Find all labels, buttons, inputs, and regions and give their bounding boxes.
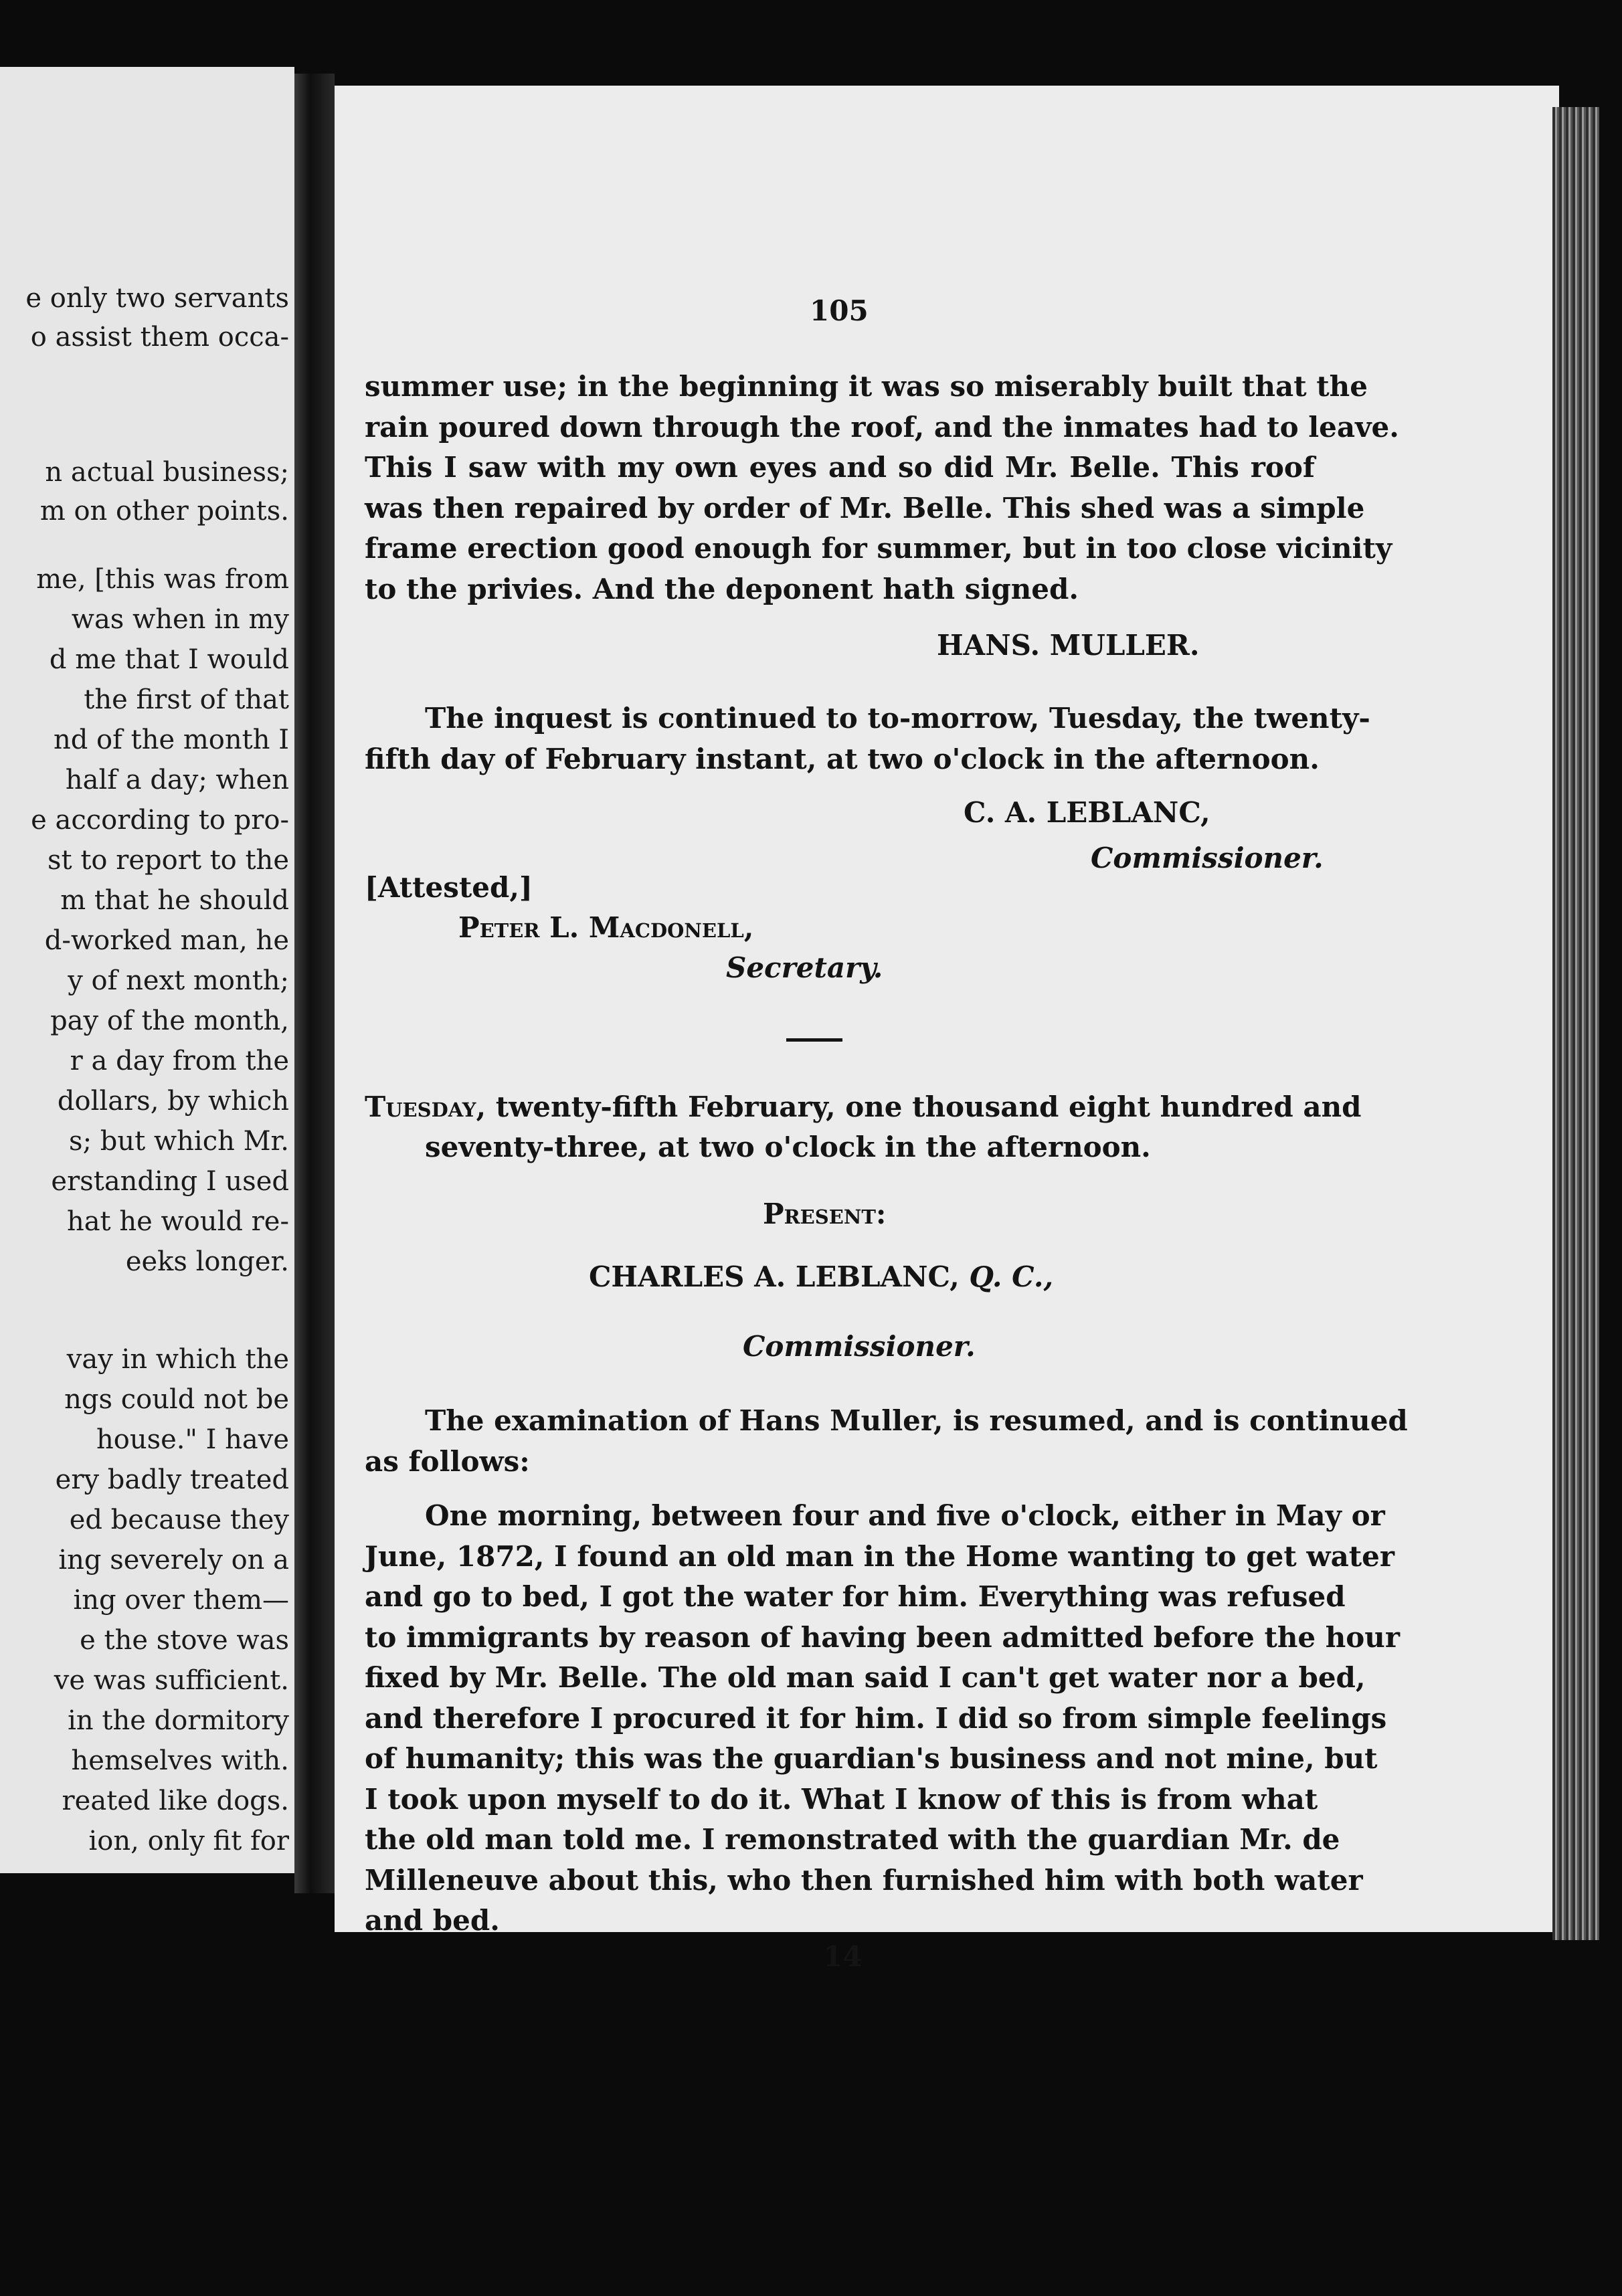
left-page-line: d me that I would <box>49 644 289 675</box>
text-line: fixed by Mr. Belle. The old man said I can't get water nor a bed, <box>365 1661 1366 1694</box>
left-page-line: st to report to the <box>48 845 289 876</box>
left-page-line: house." I have <box>96 1424 289 1455</box>
left-page-line: ing over them— <box>73 1585 289 1616</box>
page-number: 105 <box>810 294 869 327</box>
text-line: to the privies. And the deponent hath signed. <box>365 572 1079 605</box>
session-heading-line-2: seventy-three, at two o'clock in the afternoon. <box>425 1131 1151 1163</box>
left-page-line: s; but which Mr. <box>69 1126 289 1157</box>
left-page-line: e according to pro- <box>31 805 289 836</box>
text-line: One morning, between four and five o'clock, either in May or <box>425 1499 1385 1532</box>
section-divider <box>786 1038 842 1042</box>
left-page-line: m that he should <box>60 885 289 916</box>
signature-mark: 14 <box>823 1940 863 1973</box>
left-page-line: o assist them occa- <box>30 322 289 353</box>
present-name: CHARLES A. LEBLANC, <box>589 1260 960 1293</box>
paragraph-4 <box>365 1496 1400 1941</box>
text-line: the old man told me. I remonstrated with the guardian Mr. de <box>365 1823 1340 1856</box>
left-page-line: was when in my <box>71 604 289 635</box>
present-title: Commissioner. <box>743 1330 976 1363</box>
commissioner-title: Commissioner. <box>1091 842 1324 874</box>
paragraph-2 <box>365 698 1370 779</box>
session-heading-line-1 <box>365 1090 1362 1123</box>
text-line: of humanity; this was the guardian's business and not mine, but <box>365 1742 1378 1775</box>
left-page-line: ngs could not be <box>64 1384 289 1415</box>
page-edge <box>1552 107 1599 1940</box>
deponent-signature: HANS. MULLER. <box>937 629 1200 662</box>
book-gutter <box>294 74 335 1893</box>
left-page-line: reated like dogs. <box>62 1786 289 1816</box>
present-label: Present: <box>763 1198 887 1230</box>
text-line: and bed. <box>365 1904 500 1937</box>
left-page-line: me, [this was from <box>36 564 289 595</box>
left-page-line: erstanding I used <box>51 1166 289 1197</box>
left-page-line: r a day from the <box>70 1046 289 1076</box>
present-name-line <box>589 1260 1053 1293</box>
session-day: Tuesday, <box>365 1090 486 1123</box>
left-page-line: hemselves with. <box>71 1745 289 1776</box>
session-date: twenty-fifth February, one thousand eight hundred and <box>495 1090 1362 1123</box>
left-page-line: ve was sufficient. <box>54 1665 289 1696</box>
text-line: was then repaired by order of Mr. Belle. This shed was a simple <box>365 491 1365 524</box>
text-line: The examination of Hans Muller, is resumed, and is continued <box>425 1404 1408 1437</box>
left-page-line: in the dormitory <box>68 1705 289 1736</box>
left-page-line: ed because they <box>69 1505 289 1535</box>
present-qc: Q. C., <box>969 1260 1054 1293</box>
left-page-line: nd of the month I <box>53 725 289 755</box>
text-line: frame erection good enough for summer, but in too close vicinity <box>365 532 1392 565</box>
left-page-line: dollars, by which <box>57 1086 289 1117</box>
text-line: June, 1872, I found an old man in the Home wanting to get water <box>365 1539 1395 1573</box>
text-line: The inquest is continued to to-morrow, Tuesday, the twenty- <box>425 702 1370 735</box>
left-page-line: m on other points. <box>39 496 289 527</box>
left-page-line: eeks longer. <box>125 1246 289 1277</box>
secretary-name: Peter L. Macdonell, <box>458 911 754 944</box>
attested-label: [Attested,] <box>365 871 533 904</box>
left-page-line: ion, only fit for <box>88 1826 289 1856</box>
text-line: and therefore I procured it for him. I did so from simple feelings <box>365 1701 1387 1735</box>
left-page-line: d-worked man, he <box>44 925 289 956</box>
text-line: fifth day of February instant, at two o'clock in the afternoon. <box>365 742 1320 775</box>
left-page-line: half a day; when <box>65 765 289 795</box>
left-page-line: n actual business; <box>45 457 289 488</box>
left-page-line: the first of that <box>84 684 289 715</box>
secretary-title: Secretary. <box>726 951 883 984</box>
text-line: rain poured down through the roof, and the inmates had to leave. <box>365 410 1399 444</box>
text-line: This I saw with my own eyes and so did Mr. Belle. This roof <box>365 451 1315 484</box>
left-page-line: e the stove was <box>80 1625 289 1656</box>
paragraph-1 <box>365 367 1399 609</box>
left-page-line: ery badly treated <box>55 1464 289 1495</box>
text-line: to immigrants by reason of having been admitted before the hour <box>365 1620 1400 1654</box>
commissioner-name: C. A. LEBLANC, <box>964 796 1210 829</box>
left-page-line: e only two servants <box>25 283 289 314</box>
left-page-line: hat he would re- <box>66 1206 289 1237</box>
left-page-line: vay in which the <box>66 1344 289 1375</box>
text-line: as follows: <box>365 1444 530 1478</box>
left-page-line: pay of the month, <box>50 1006 289 1036</box>
left-page-line: y of next month; <box>68 965 289 996</box>
paragraph-3 <box>365 1401 1408 1482</box>
text-line: I took upon myself to do it. What I know of this is from what <box>365 1782 1318 1816</box>
text-line: summer use; in the beginning it was so miserably built that the <box>365 370 1368 403</box>
left-page-line: ing severely on a <box>58 1545 289 1575</box>
text-line: Milleneuve about this, who then furnished him with both water <box>365 1863 1363 1897</box>
text-line: and go to bed, I got the water for him. Everything was refused <box>365 1580 1346 1613</box>
left-page <box>0 67 294 1873</box>
